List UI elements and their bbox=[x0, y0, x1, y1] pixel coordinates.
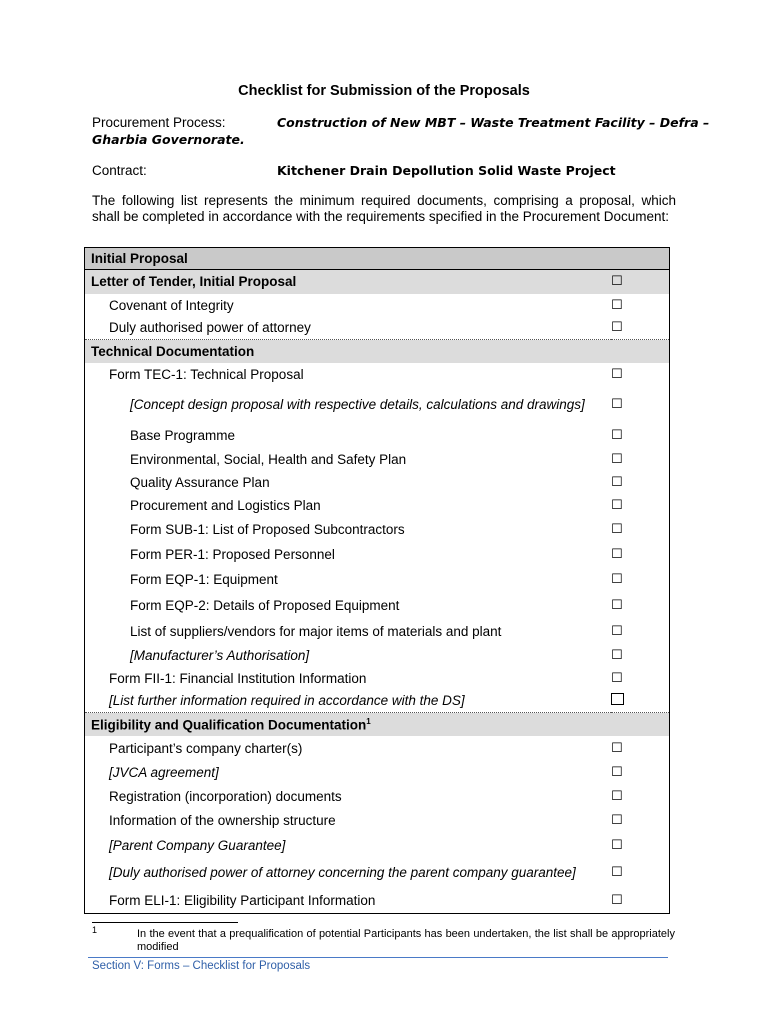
item-label: Form FII-1: Financial Institution Information bbox=[109, 670, 367, 686]
checkbox[interactable]: ☐ bbox=[611, 789, 623, 804]
list-item bbox=[85, 517, 670, 542]
checkbox[interactable]: ☐ bbox=[611, 888, 670, 914]
item-label: Participant’s company charter(s) bbox=[109, 740, 303, 756]
footnote-ref[interactable]: 1 bbox=[366, 716, 371, 726]
list-item bbox=[85, 567, 670, 593]
checkbox[interactable]: ☐ bbox=[611, 366, 623, 382]
footnote-separator bbox=[92, 922, 238, 923]
checkbox-cell bbox=[611, 690, 670, 713]
list-item bbox=[85, 833, 670, 858]
item-label: Form PER-1: Proposed Personnel bbox=[130, 546, 335, 562]
subsection-title: Letter of Tender, Initial Proposal bbox=[85, 270, 612, 294]
checkbox[interactable]: ☐ bbox=[611, 813, 623, 828]
checklist-table bbox=[84, 247, 670, 914]
checkbox[interactable]: ☐ bbox=[611, 647, 623, 663]
checkbox[interactable]: ☐ bbox=[611, 428, 623, 443]
list-item bbox=[85, 619, 670, 644]
checkbox[interactable]: ☐ bbox=[611, 837, 623, 853]
item-label: [Parent Company Guarantee] bbox=[109, 837, 286, 853]
checkbox[interactable]: ☐ bbox=[611, 270, 670, 294]
item-label: Covenant of Integrity bbox=[109, 297, 234, 313]
item-label: Form EQP-1: Equipment bbox=[130, 572, 278, 587]
item-label: Environmental, Social, Health and Safety Plan bbox=[130, 451, 407, 467]
footnote-text: In the event that a prequalification of potential Participants has been undertaken, the list shall be appropriately modified bbox=[137, 928, 675, 953]
list-item bbox=[85, 363, 670, 386]
list-item bbox=[85, 542, 670, 567]
item-label: [Manufacturer’s Authorisation] bbox=[130, 647, 310, 663]
item-label: [List further information required in accordance with the DS] bbox=[109, 693, 465, 709]
list-item bbox=[85, 386, 670, 424]
checkbox[interactable]: ☐ bbox=[611, 474, 623, 490]
list-item bbox=[85, 690, 670, 713]
eligibility-title: Eligibility and Qualification Documentation bbox=[91, 717, 367, 732]
item-label: [JVCA agreement] bbox=[109, 765, 219, 780]
list-item bbox=[85, 494, 670, 517]
checkbox[interactable]: ☐ bbox=[611, 497, 623, 513]
subsection-title: Technical Documentation bbox=[85, 340, 670, 363]
list-item bbox=[85, 667, 670, 690]
checkbox[interactable]: ☐ bbox=[611, 572, 623, 587]
checkbox[interactable]: ☐ bbox=[611, 320, 623, 336]
checkbox[interactable]: ☐ bbox=[611, 546, 623, 562]
contract-value: Kitchener Drain Depollution Solid Waste Project bbox=[277, 163, 616, 178]
list-item bbox=[85, 294, 670, 317]
list-item bbox=[85, 736, 670, 761]
item-label: Procurement and Logistics Plan bbox=[130, 497, 321, 513]
list-item bbox=[85, 888, 670, 914]
checkbox[interactable]: ☐ bbox=[611, 670, 623, 686]
page-footer: Section V: Forms – Checklist for Proposals bbox=[92, 960, 311, 972]
item-label: Form SUB-1: List of Proposed Subcontractors bbox=[130, 521, 405, 537]
section-title: Initial Proposal bbox=[85, 248, 670, 270]
procurement-label: Procurement Process: bbox=[92, 115, 226, 130]
procurement-value-continued: Gharbia Governorate. bbox=[92, 132, 245, 147]
checkbox[interactable]: ☐ bbox=[611, 765, 623, 780]
checkbox[interactable]: ☐ bbox=[611, 865, 623, 880]
page-title: Checklist for Submission of the Proposals bbox=[238, 83, 530, 99]
item-label: Duly authorised power of attorney bbox=[109, 320, 311, 336]
list-item bbox=[85, 644, 670, 667]
list-item bbox=[85, 317, 670, 340]
checkbox[interactable] bbox=[611, 693, 624, 705]
item-label: Quality Assurance Plan bbox=[130, 474, 270, 490]
item-label: [Duly authorised power of attorney concerning the parent company guarantee] bbox=[109, 865, 576, 880]
list-item bbox=[85, 858, 670, 888]
list-item bbox=[85, 448, 670, 471]
subsection-row bbox=[85, 340, 670, 363]
item-label: List of suppliers/vendors for major items of materials and plant bbox=[130, 623, 502, 639]
checkbox[interactable]: ☐ bbox=[611, 397, 623, 412]
list-item bbox=[85, 809, 670, 833]
footer-divider bbox=[88, 957, 668, 958]
list-item bbox=[85, 471, 670, 494]
intro-paragraph: The following list represents the minimum required documents, comprising a proposal, which shall be completed in accordance with the requirements specified in the Procurement Document: bbox=[92, 193, 676, 224]
item-label: Base Programme bbox=[130, 428, 236, 443]
footnote-number: 1 bbox=[92, 925, 98, 935]
subsection-title bbox=[85, 713, 670, 736]
subsection-row bbox=[85, 713, 670, 736]
checkbox[interactable]: ☐ bbox=[611, 623, 623, 639]
subsection-row bbox=[85, 270, 670, 294]
checkbox[interactable]: ☐ bbox=[611, 598, 623, 613]
list-item bbox=[85, 761, 670, 785]
checkbox[interactable]: ☐ bbox=[611, 451, 623, 467]
checkbox[interactable]: ☐ bbox=[611, 521, 623, 537]
item-label: Form EQP-2: Details of Proposed Equipment bbox=[130, 598, 400, 613]
item-label: Information of the ownership structure bbox=[109, 813, 336, 828]
list-item bbox=[85, 593, 670, 619]
item-label: Form TEC-1: Technical Proposal bbox=[109, 366, 304, 382]
procurement-value: Construction of New MBT – Waste Treatment Facility – Defra – bbox=[277, 115, 710, 130]
list-item bbox=[85, 785, 670, 809]
checkbox[interactable]: ☐ bbox=[611, 740, 623, 756]
checkbox[interactable]: ☐ bbox=[611, 297, 623, 313]
contract-label: Contract: bbox=[92, 163, 147, 178]
section-header-row bbox=[85, 248, 670, 270]
item-label: Registration (incorporation) documents bbox=[109, 789, 342, 804]
list-item bbox=[85, 424, 670, 448]
item-label: [Concept design proposal with respective details, calculations and drawings] bbox=[130, 397, 585, 412]
item-label: Form ELI-1: Eligibility Participant Information bbox=[85, 888, 612, 914]
